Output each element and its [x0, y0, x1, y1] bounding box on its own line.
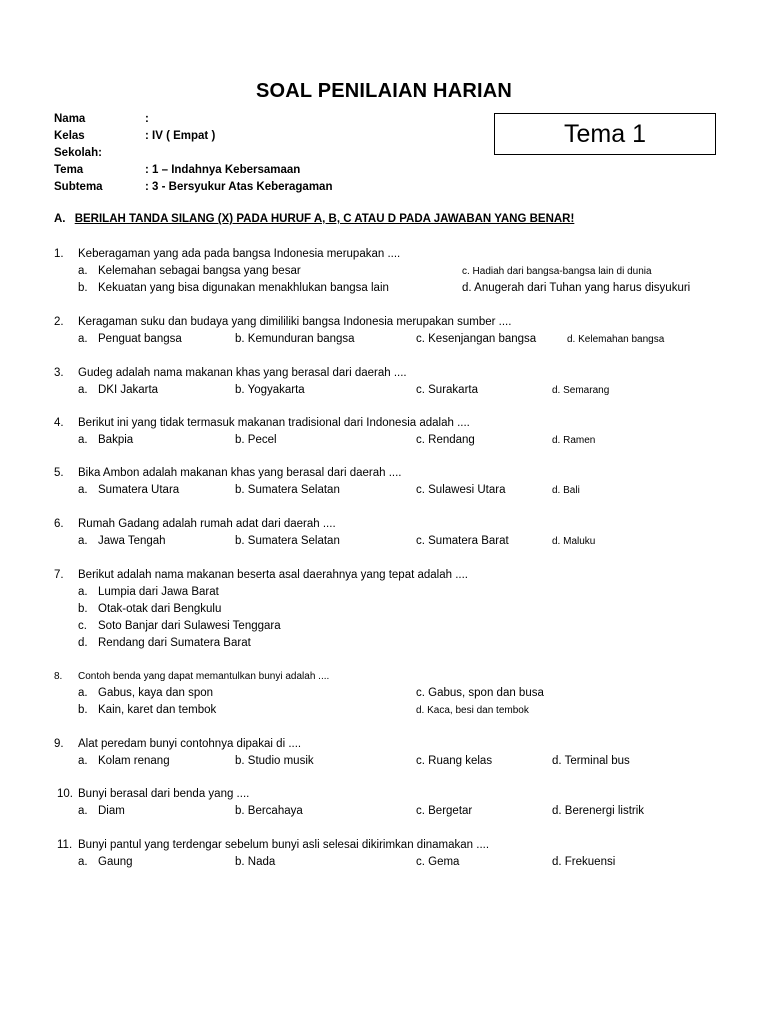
- question-number: 10.: [57, 788, 73, 800]
- question-text: Bunyi pantul yang terdengar sebelum bunyi asli selesai dikirimkan dinamakan ....: [78, 839, 490, 851]
- question-6: [54, 516, 744, 550]
- question-number: 4.: [54, 417, 64, 429]
- option-text: c. Gema: [416, 856, 460, 868]
- info-value: : IV ( Empat ): [145, 130, 216, 142]
- option-letter: a.: [78, 755, 88, 767]
- option-c[interactable]: [416, 854, 459, 871]
- option-letter: d.: [78, 637, 88, 649]
- option-text: b. Studio musik: [235, 755, 314, 767]
- tema-label: Tema 1: [564, 119, 646, 148]
- option-a[interactable]: [78, 432, 133, 449]
- info-key: Nama: [54, 113, 86, 125]
- option-a[interactable]: [78, 685, 213, 702]
- option-text: d. Kelemahan bangsa: [567, 334, 665, 345]
- option-c[interactable]: [416, 432, 475, 449]
- question-text: Keragaman suku dan budaya yang dimililiki bangsa Indonesia merupakan sumber ....: [78, 316, 512, 328]
- question-text: Bunyi berasal dari benda yang ....: [78, 788, 250, 800]
- option-letter: a.: [78, 434, 88, 446]
- option-b[interactable]: [235, 803, 303, 820]
- option-text: c. Sumatera Barat: [416, 535, 509, 547]
- option-text: Kekuatan yang bisa digunakan menakhlukan bangsa lain: [98, 282, 389, 294]
- option-text: d. Berenergi listrik: [552, 805, 645, 817]
- option-c[interactable]: [416, 533, 509, 550]
- option-text: d. Terminal bus: [552, 755, 630, 767]
- option-d[interactable]: [416, 702, 529, 719]
- option-a[interactable]: [78, 382, 158, 399]
- option-a[interactable]: [78, 533, 166, 550]
- option-text: b. Sumatera Selatan: [235, 535, 340, 547]
- question-number: 1.: [54, 248, 64, 260]
- option-d[interactable]: [552, 382, 609, 399]
- question-stem: [54, 365, 744, 382]
- option-a[interactable]: [78, 482, 179, 499]
- option-line: [54, 803, 744, 820]
- option-text: Sumatera Utara: [98, 484, 180, 496]
- option-d[interactable]: [552, 482, 580, 499]
- question-4: [54, 415, 744, 449]
- info-row-nama: [54, 111, 332, 128]
- option-text: d. Ramen: [552, 435, 596, 446]
- question-number: 7.: [54, 569, 64, 581]
- option-text: Kelemahan sebagai bangsa yang besar: [98, 265, 301, 277]
- question-text: Alat peredam bunyi contohnya dipakai di ....: [78, 738, 302, 750]
- option-text: c. Ruang kelas: [416, 755, 493, 767]
- question-stem: [54, 246, 744, 263]
- option-c[interactable]: [78, 618, 281, 635]
- option-text: d. Frekuensi: [552, 856, 616, 868]
- question-stem: [54, 837, 744, 854]
- option-text: d. Maluku: [552, 536, 596, 547]
- question-stem: [54, 465, 744, 482]
- option-d[interactable]: [462, 280, 690, 297]
- question-1: [54, 246, 744, 297]
- info-key: Sekolah:: [54, 147, 102, 159]
- option-line: [54, 382, 744, 399]
- option-b[interactable]: [235, 533, 340, 550]
- option-letter: a.: [78, 384, 88, 396]
- question-number: 5.: [54, 467, 64, 479]
- question-stem: [54, 736, 744, 753]
- option-a[interactable]: [78, 854, 133, 871]
- option-text: c. Hadiah dari bangsa-bangsa lain di dunia: [462, 266, 652, 277]
- option-b[interactable]: [235, 753, 314, 770]
- question-5: [54, 465, 744, 499]
- option-line: [54, 432, 744, 449]
- page-title: SOAL PENILAIAN HARIAN: [255, 80, 513, 102]
- question-stem: [54, 786, 744, 803]
- option-b[interactable]: [235, 331, 355, 348]
- option-b[interactable]: [78, 280, 389, 297]
- option-text: b. Yogyakarta: [235, 384, 305, 396]
- instruction-text: BERILAH TANDA SILANG (X) PADA HURUF A, B, C ATAU D PADA JAWABAN YANG BENAR!: [74, 213, 575, 225]
- question-8: [54, 668, 744, 719]
- section-instruction: [54, 213, 574, 225]
- info-value: : 3 - Bersyukur Atas Keberagaman: [145, 181, 333, 193]
- option-d[interactable]: [552, 854, 615, 871]
- question-10: [54, 786, 744, 820]
- info-row-sekolah: [54, 145, 332, 162]
- option-text: Jawa Tengah: [98, 535, 166, 547]
- question-text: Gudeg adalah nama makanan khas yang berasal dari daerah ....: [78, 367, 407, 379]
- question-text: Keberagaman yang ada pada bangsa Indonesia merupakan ....: [78, 248, 401, 260]
- option-text: Bakpia: [98, 434, 134, 446]
- option-text: b. Bercahaya: [235, 805, 303, 817]
- info-row-tema: [54, 162, 332, 179]
- option-line: [54, 753, 744, 770]
- question-text: Berikut adalah nama makanan beserta asal daerahnya yang tepat adalah ....: [78, 569, 468, 581]
- info-key: Kelas: [54, 130, 85, 142]
- question-number: 2.: [54, 316, 64, 328]
- question-11: [54, 837, 744, 871]
- option-text: b. Nada: [235, 856, 276, 868]
- option-text: c. Surakarta: [416, 384, 478, 396]
- option-line: [54, 584, 744, 601]
- question-number: 9.: [54, 738, 64, 750]
- option-text: c. Gabus, spon dan busa: [416, 687, 544, 699]
- option-line: [54, 533, 744, 550]
- student-info: [54, 111, 332, 196]
- option-letter: a.: [78, 687, 88, 699]
- option-text: d. Bali: [552, 485, 580, 496]
- option-letter: a.: [78, 265, 88, 277]
- option-letter: a.: [78, 484, 88, 496]
- option-letter: b.: [78, 282, 88, 294]
- option-c[interactable]: [416, 382, 478, 399]
- option-line: [54, 331, 744, 348]
- option-line: [54, 702, 744, 719]
- option-line: [54, 482, 744, 499]
- option-letter: a.: [78, 805, 88, 817]
- question-text: Contoh benda yang dapat memantulkan bunyi adalah ....: [78, 671, 330, 682]
- option-text: d. Anugerah dari Tuhan yang harus disyukuri: [462, 282, 691, 294]
- question-stem: [54, 314, 744, 331]
- option-text: Lumpia dari Jawa Barat: [98, 586, 219, 598]
- option-b[interactable]: [235, 432, 277, 449]
- option-text: Rendang dari Sumatera Barat: [98, 637, 251, 649]
- option-letter: b.: [78, 704, 88, 716]
- question-9: [54, 736, 744, 770]
- option-c[interactable]: [416, 482, 505, 499]
- option-line: [54, 601, 744, 618]
- option-line: [54, 685, 744, 702]
- option-text: b. Sumatera Selatan: [235, 484, 340, 496]
- option-c[interactable]: [416, 753, 492, 770]
- option-text: Gabus, kaya dan spon: [98, 687, 214, 699]
- question-number: 3.: [54, 367, 64, 379]
- option-letter: a.: [78, 333, 88, 345]
- option-text: DKI Jakarta: [98, 384, 159, 396]
- option-d[interactable]: [567, 331, 664, 348]
- option-c[interactable]: [416, 803, 472, 820]
- question-3: [54, 365, 744, 399]
- option-letter: c.: [78, 620, 87, 632]
- question-stem: [54, 668, 744, 685]
- option-text: Diam: [98, 805, 125, 817]
- option-b[interactable]: [78, 601, 221, 618]
- option-letter: b.: [78, 603, 88, 615]
- section-letter: A.: [54, 213, 66, 225]
- option-text: Gaung: [98, 856, 133, 868]
- option-text: Otak-otak dari Bengkulu: [98, 603, 222, 615]
- option-line: [54, 618, 744, 635]
- option-text: d. Kaca, besi dan tembok: [416, 705, 529, 716]
- info-row-kelas: [54, 128, 332, 145]
- info-value: :: [145, 113, 149, 125]
- option-letter: a.: [78, 535, 88, 547]
- question-stem: [54, 516, 744, 533]
- option-c[interactable]: [416, 685, 544, 702]
- question-stem: [54, 567, 744, 584]
- option-line: [54, 263, 744, 280]
- option-d[interactable]: [552, 753, 630, 770]
- question-number: 11.: [57, 839, 73, 851]
- option-a[interactable]: [78, 803, 125, 820]
- option-text: c. Sulawesi Utara: [416, 484, 506, 496]
- option-text: c. Kesenjangan bangsa: [416, 333, 537, 345]
- tema-box: [494, 113, 716, 155]
- option-text: Kain, karet dan tembok: [98, 704, 217, 716]
- info-row-subtema: [54, 179, 332, 196]
- option-c[interactable]: [462, 263, 652, 280]
- option-d[interactable]: [78, 635, 251, 652]
- option-text: Penguat bangsa: [98, 333, 182, 345]
- question-stem: [54, 415, 744, 432]
- question-text: Bika Ambon adalah makanan khas yang berasal dari daerah ....: [78, 467, 402, 479]
- option-d[interactable]: [552, 803, 644, 820]
- question-text: Rumah Gadang adalah rumah adat dari daerah ....: [78, 518, 336, 530]
- option-line: [54, 635, 744, 652]
- question-text: Berikut ini yang tidak termasuk makanan tradisional dari Indonesia adalah ....: [78, 417, 470, 429]
- info-value: : 1 – Indahnya Kebersamaan: [145, 164, 301, 176]
- option-a[interactable]: [78, 753, 170, 770]
- info-key: Subtema: [54, 181, 103, 193]
- option-text: d. Semarang: [552, 385, 610, 396]
- option-a[interactable]: [78, 331, 182, 348]
- question-number: 8.: [54, 671, 63, 682]
- option-text: Kolam renang: [98, 755, 170, 767]
- option-b[interactable]: [78, 702, 216, 719]
- option-letter: a.: [78, 856, 88, 868]
- option-a[interactable]: [78, 263, 301, 280]
- option-b[interactable]: [235, 854, 275, 871]
- option-b[interactable]: [235, 382, 305, 399]
- option-a[interactable]: [78, 584, 219, 601]
- option-line: [54, 854, 744, 871]
- question-7: [54, 567, 744, 652]
- option-text: c. Bergetar: [416, 805, 473, 817]
- option-text: b. Pecel: [235, 434, 277, 446]
- option-line: [54, 280, 744, 297]
- info-key: Tema: [54, 164, 84, 176]
- option-c[interactable]: [416, 331, 536, 348]
- option-text: Soto Banjar dari Sulawesi Tenggara: [98, 620, 281, 632]
- option-d[interactable]: [552, 432, 595, 449]
- question-number: 6.: [54, 518, 64, 530]
- option-letter: a.: [78, 586, 88, 598]
- option-text: b. Kemunduran bangsa: [235, 333, 355, 345]
- option-d[interactable]: [552, 533, 595, 550]
- question-2: [54, 314, 744, 348]
- option-text: c. Rendang: [416, 434, 475, 446]
- option-b[interactable]: [235, 482, 340, 499]
